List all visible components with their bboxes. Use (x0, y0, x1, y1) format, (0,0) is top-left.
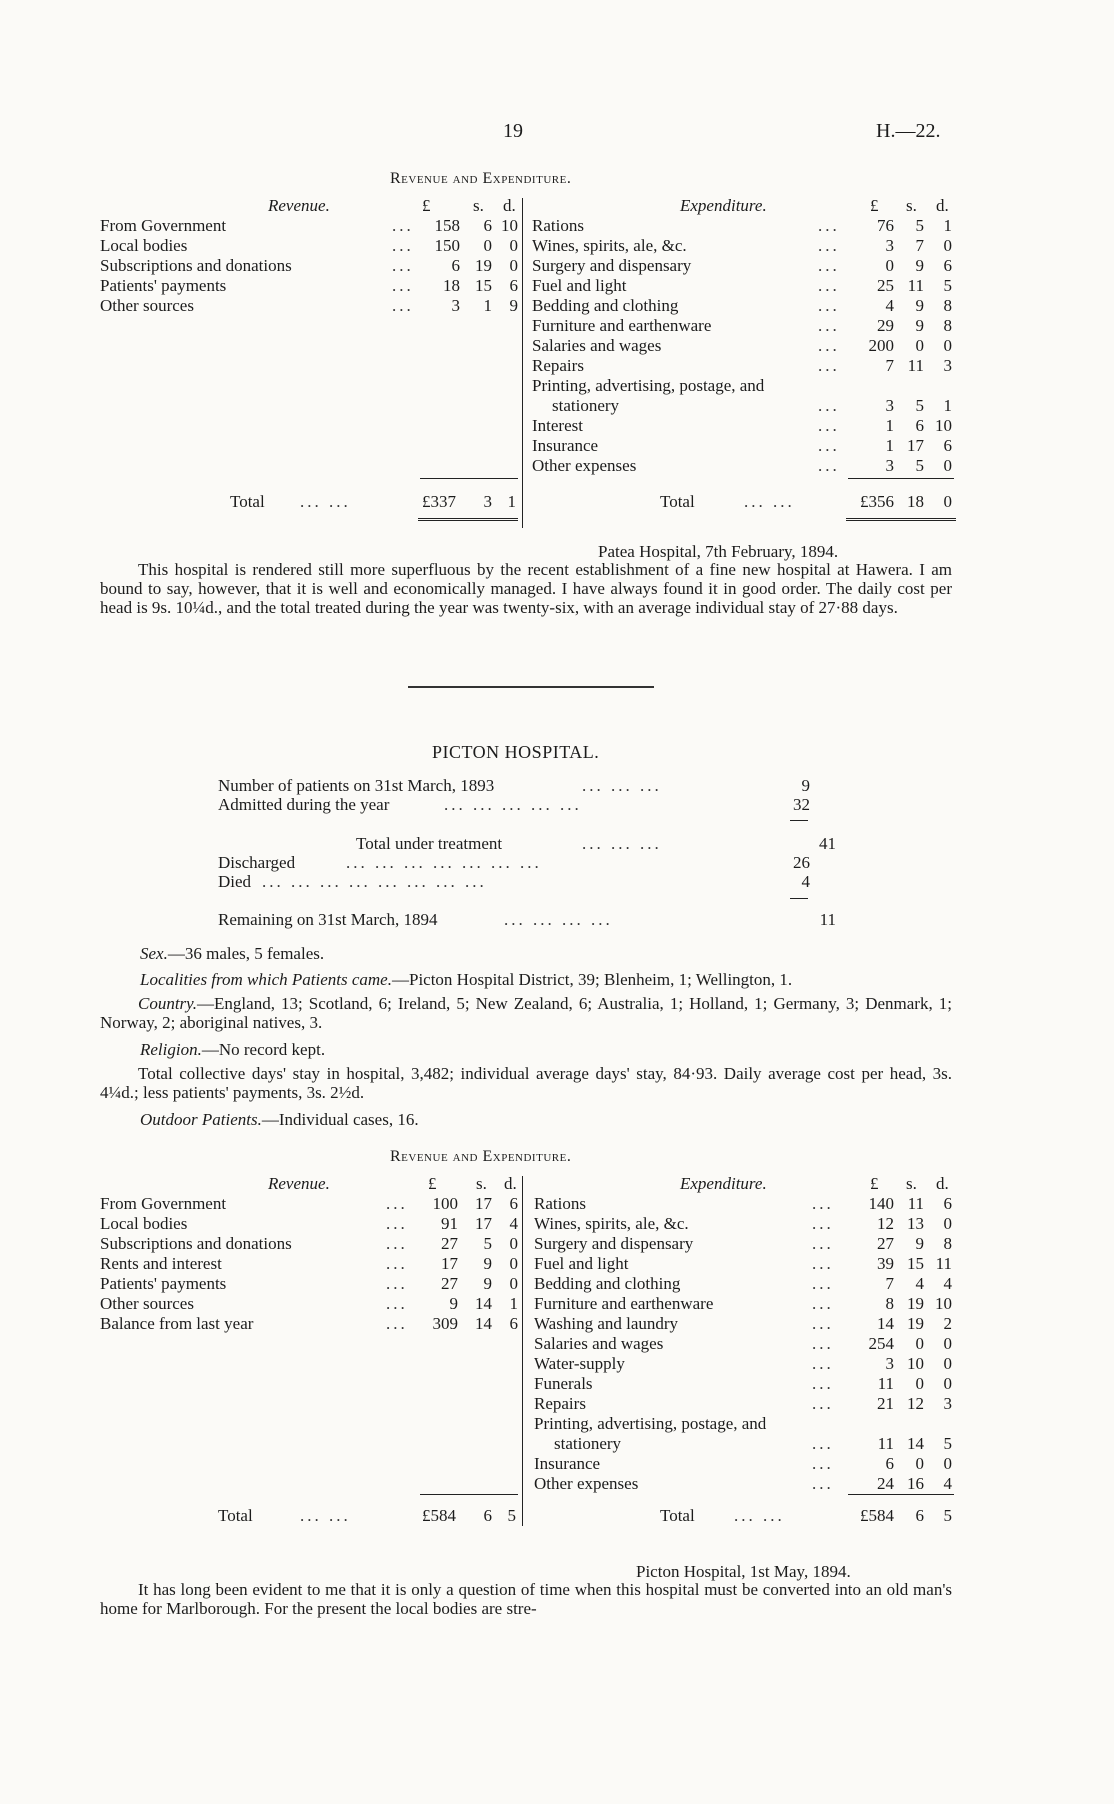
picton-expenditure-row-label: Wines, spirits, ale, &c. (534, 1214, 689, 1233)
dots: ... (386, 1274, 408, 1293)
picton-expenditure-total-dots: ... ... (734, 1506, 785, 1525)
picton-revenue-row-shillings: 9 (483, 1274, 492, 1293)
picton-revenue-row-pence: 0 (509, 1234, 518, 1253)
patea-report-text: This hospital is rendered still more superfluous by the recent establishment of a fine new hospital at Hawera. I am bound to say, however, that it is well and economically managed. I have always found it in good order. The daily cost per head is 9s. 10¼d., and the total treated during the year was twenty-six, with an average individual stay of 27·88 days. (100, 560, 952, 617)
picton-expenditure-row-pence: 8 (943, 1234, 952, 1253)
picton-revenue-row-shillings: 5 (483, 1234, 492, 1253)
picton-remaining-label: Remaining on 31st March, 1894 (218, 910, 438, 929)
patea-expenditure-row-pounds: 25 (877, 276, 894, 295)
picton-signoff: Picton Hospital, 1st May, 1894. (636, 1562, 851, 1581)
picton-revenue-row-label: Subscriptions and donations (100, 1234, 292, 1253)
patea-expenditure-row-label: Interest (532, 416, 583, 435)
patea-expenditure-row-shillings: 7 (915, 236, 924, 255)
patea-expenditure-row-shillings: 6 (915, 416, 924, 435)
picton-expenditure-row-pounds: 254 (868, 1334, 894, 1353)
patea-exp-pound-header: £ (870, 196, 879, 215)
dots: ... (818, 316, 840, 335)
dots: ... (818, 436, 840, 455)
picton-country (100, 994, 952, 1032)
section-separator (408, 686, 654, 688)
picton-religion-label: Religion. (140, 1040, 202, 1059)
dots: ... (386, 1314, 408, 1333)
patea-expenditure-row-label: Furniture and earthenware (532, 316, 712, 335)
picton-report (100, 1580, 952, 1618)
picton-remaining-value: 11 (819, 910, 836, 929)
patea-rev-pound-header: £ (422, 196, 431, 215)
picton-expenditure-row-label: Furniture and earthenware (534, 1294, 714, 1313)
picton-revenue-row-pounds: 91 (441, 1214, 458, 1233)
picton-stat-value-0: 9 (801, 776, 810, 795)
picton-sex-label: Sex. (140, 944, 168, 963)
picton-expenditure-row-label: Salaries and wages (534, 1334, 664, 1353)
dots: ... (392, 216, 414, 235)
patea-expenditure-row-pence: 10 (935, 416, 952, 435)
picton-revenue-row-pence: 6 (509, 1194, 518, 1213)
patea-revenue-row-pounds: 18 (443, 276, 460, 295)
picton-expenditure-row-shillings: 9 (915, 1234, 924, 1253)
patea-expenditure-row-shillings: 11 (907, 276, 924, 295)
patea-expenditure-row-label: Repairs (532, 356, 584, 375)
picton-expenditure-total-pounds: £584 (860, 1506, 894, 1525)
picton-revenue-row-label: Other sources (100, 1294, 194, 1313)
patea-expenditure-row-pounds: 3 (885, 456, 894, 475)
patea-revenue-row-label: Patients' payments (100, 276, 227, 295)
dots: ... ... ... ... ... ... ... ... (262, 872, 487, 891)
dots: ... (812, 1374, 834, 1393)
picton-expenditure-row-shillings: 11 (907, 1194, 924, 1213)
picton-revenue-row-label: Local bodies (100, 1214, 188, 1233)
patea-revenue-row-label: Other sources (100, 296, 194, 315)
patea-expenditure-row-pence: 1 (943, 216, 952, 235)
patea-revenue-row-pounds: 150 (434, 236, 460, 255)
patea-rev-pence-header: d. (503, 196, 516, 215)
patea-expenditure-row-pounds: 1 (885, 436, 894, 455)
picton-expenditure-row-label: Bedding and clothing (534, 1274, 681, 1293)
patea-expenditure-total-pence: 0 (943, 492, 952, 511)
picton-exp-pound-header: £ (870, 1174, 879, 1193)
picton-expenditure-row-pounds: 12 (877, 1214, 894, 1233)
picton-column-divider (522, 1176, 523, 1526)
picton-outdoor-label: Outdoor Patients. (140, 1110, 262, 1129)
patea-expenditure-row-label: Surgery and dispensary (532, 256, 692, 275)
picton-report-text: It has long been evident to me that it is only a question of time when this hospital must be converted into an old man's home for Marlborough. For the present the local bodies are stre- (100, 1580, 952, 1618)
picton-country-text: —England, 13; Scotland, 6; Ireland, 5; New Zealand, 6; Australia, 1; Holland, 1; Germany, 3; Denmark, 1; Norway, 2; aboriginal natives, 3. (100, 994, 952, 1032)
patea-revenue-total-shillings: 3 (483, 492, 492, 511)
picton-expenditure-row-shillings: 12 (907, 1394, 924, 1413)
dots: ... (818, 276, 840, 295)
picton-expenditure-row-pounds: 8 (885, 1294, 894, 1313)
patea-expenditure-row-pounds: 3 (885, 236, 894, 255)
patea-revenue-row-shillings: 15 (475, 276, 492, 295)
dots: ... (386, 1194, 408, 1213)
picton-discharged-value: 26 (793, 853, 810, 872)
patea-revenue-row-label: From Government (100, 216, 227, 235)
patea-revenue-row-shillings: 19 (475, 256, 492, 275)
patea-revenue-row-label: Subscriptions and donations (100, 256, 292, 275)
patea-expenditure-row-pence: 0 (943, 236, 952, 255)
dots: ... (386, 1254, 408, 1273)
dots: ... ... ... ... (504, 910, 613, 929)
dots: ... (818, 416, 840, 435)
picton-expenditure-row-pence: 6 (943, 1194, 952, 1213)
patea-revenue-row-pence: 10 (501, 216, 518, 235)
picton-expenditure-row-pence: 4 (943, 1274, 952, 1293)
patea-revenue-row-pence: 0 (509, 236, 518, 255)
picton-expenditure-row-pence: 5 (943, 1434, 952, 1453)
picton-revenue-row-pence: 0 (509, 1274, 518, 1293)
picton-country-label: Country. (138, 994, 198, 1013)
picton-rev-pence-header: d. (504, 1174, 517, 1193)
picton-exp-rule (848, 1494, 954, 1495)
patea-expenditure-row-shillings: 5 (915, 396, 924, 415)
picton-expenditure-row-pence: 3 (943, 1394, 952, 1413)
patea-exp-total-rule (846, 518, 956, 521)
picton-expenditure-row-shillings: 13 (907, 1214, 924, 1233)
picton-sex-text: —36 males, 5 females. (167, 944, 325, 963)
picton-expenditure-row-label: Washing and laundry (534, 1314, 679, 1333)
dots: ... (818, 456, 840, 475)
page-number: 19 (503, 120, 523, 142)
picton-expenditure-row-shillings: 15 (907, 1254, 924, 1273)
picton-expenditure-row-shillings: 19 (907, 1314, 924, 1333)
patea-revenue-total-dots: ... ... (300, 492, 351, 511)
picton-outdoor-line (140, 1110, 419, 1130)
patea-report (100, 560, 952, 617)
picton-expenditure-row-pounds: 14 (877, 1314, 894, 1333)
picton-stat-value-1: 32 (793, 795, 810, 814)
rule (790, 820, 808, 821)
rule (790, 898, 808, 899)
picton-rev-rule (420, 1494, 518, 1495)
dots: ... (812, 1394, 834, 1413)
picton-revenue-total-shillings: 6 (483, 1506, 492, 1525)
picton-outdoor-text: —Individual cases, 16. (261, 1110, 419, 1129)
picton-expenditure-row-shillings: 10 (907, 1354, 924, 1373)
patea-revenue-row-pence: 9 (509, 296, 518, 315)
dots: ... (392, 296, 414, 315)
picton-expenditure-row-shillings: 0 (915, 1334, 924, 1353)
patea-expenditure-row-pounds: 200 (868, 336, 894, 355)
picton-expenditure-row-pence: 0 (943, 1354, 952, 1373)
picton-expenditure-row-label: stationery (554, 1434, 622, 1453)
patea-expenditure-row-shillings: 0 (915, 336, 924, 355)
patea-expenditure-heading: Expenditure. (680, 196, 767, 215)
dots: ... (818, 296, 840, 315)
picton-expenditure-row-pence: 2 (943, 1314, 952, 1333)
patea-expenditure-row-pounds: 7 (885, 356, 894, 375)
picton-collective-text: Total collective days' stay in hospital, 3,482; individual average days' stay, 84·93. Daily average cost per head, 3s. 4¼d.; less patients' payments, 3s. 2½d. (100, 1064, 952, 1102)
dots: ... (386, 1294, 408, 1313)
picton-expenditure-row-shillings: 0 (915, 1454, 924, 1473)
picton-title: PICTON HOSPITAL. (432, 742, 600, 762)
picton-revenue-row-pence: 0 (509, 1254, 518, 1273)
picton-expenditure-row-pounds: 39 (877, 1254, 894, 1273)
picton-revenue-row-pounds: 9 (449, 1294, 458, 1313)
picton-revenue-row-shillings: 17 (475, 1214, 492, 1233)
patea-expenditure-total-shillings: 18 (907, 492, 924, 511)
picton-expenditure-row-label: Fuel and light (534, 1254, 629, 1273)
picton-expenditure-row-label: Rations (534, 1194, 586, 1213)
picton-expenditure-row-pence: 0 (943, 1374, 952, 1393)
patea-revenue-total-label: Total (230, 492, 265, 511)
picton-expenditure-row-label: Other expenses (534, 1474, 639, 1493)
patea-expenditure-row-pounds: 1 (885, 416, 894, 435)
picton-expenditure-row-pounds: 6 (885, 1454, 894, 1473)
patea-expenditure-row-label: Other expenses (532, 456, 637, 475)
patea-revenue-row-pence: 6 (509, 276, 518, 295)
picton-exp-shilling-header: s. (906, 1174, 917, 1193)
patea-expenditure-row-pounds: 3 (885, 396, 894, 415)
picton-localities-text: —Picton Hospital District, 39; Blenheim, 1; Wellington, 1. (391, 970, 793, 989)
picton-section-title: Revenue and Expenditure. (390, 1148, 572, 1165)
picton-revenue-row-pounds: 17 (441, 1254, 458, 1273)
patea-expenditure-total-pounds: £356 (860, 492, 894, 511)
picton-sex-line (140, 944, 324, 964)
patea-revenue-row-shillings: 6 (483, 216, 492, 235)
dots: ... (392, 276, 414, 295)
patea-rev-total-rule (418, 518, 518, 521)
dots: ... (818, 236, 840, 255)
picton-expenditure-heading: Expenditure. (680, 1174, 767, 1193)
picton-revenue-row-pence: 4 (509, 1214, 518, 1233)
picton-revenue-row-pounds: 27 (441, 1274, 458, 1293)
patea-expenditure-row-label: stationery (552, 396, 620, 415)
picton-stat-label-1: Admitted during the year (218, 795, 390, 814)
dots: ... (812, 1194, 834, 1213)
picton-expenditure-total-label: Total (660, 1506, 695, 1525)
picton-revenue-row-shillings: 14 (475, 1314, 492, 1333)
patea-revenue-row-shillings: 0 (483, 236, 492, 255)
picton-religion-line (140, 1040, 325, 1060)
picton-expenditure-row-pounds: 24 (877, 1474, 894, 1493)
picton-expenditure-row-label: Repairs (534, 1394, 586, 1413)
picton-revenue-row-label: From Government (100, 1194, 227, 1213)
dots: ... ... ... ... ... ... ... (346, 853, 542, 872)
dots: ... (818, 396, 840, 415)
patea-expenditure-row-pounds: 0 (885, 256, 894, 275)
patea-expenditure-row-label: Fuel and light (532, 276, 627, 295)
picton-expenditure-row-pence: 4 (943, 1474, 952, 1493)
picton-localities-label: Localities from which Patients came. (140, 970, 392, 989)
patea-expenditure-row-pence: 1 (943, 396, 952, 415)
picton-revenue-row-label: Patients' payments (100, 1274, 227, 1293)
picton-expenditure-row-label: Water-supply (534, 1354, 625, 1373)
picton-rev-shilling-header: s. (476, 1174, 487, 1193)
picton-expenditure-row-label: Funerals (534, 1374, 593, 1393)
picton-expenditure-row-shillings: 19 (907, 1294, 924, 1313)
picton-expenditure-row-shillings: 14 (907, 1434, 924, 1453)
picton-expenditure-row-pounds: 27 (877, 1234, 894, 1253)
patea-expenditure-row-label: Salaries and wages (532, 336, 662, 355)
patea-expenditure-row-label: Bedding and clothing (532, 296, 679, 315)
picton-revenue-heading: Revenue. (268, 1174, 330, 1193)
picton-total-treatment-label: Total under treatment (356, 834, 503, 853)
picton-localities-line (140, 970, 792, 990)
patea-revenue-row-pounds: 158 (434, 216, 460, 235)
picton-revenue-row-pence: 1 (509, 1294, 518, 1313)
picton-revenue-row-pounds: 100 (432, 1194, 458, 1213)
patea-expenditure-row-pounds: 29 (877, 316, 894, 335)
patea-expenditure-row-pounds: 76 (877, 216, 894, 235)
patea-expenditure-row-label: Printing, advertising, postage, and (532, 376, 765, 395)
picton-expenditure-row-label: Printing, advertising, postage, and (534, 1414, 767, 1433)
picton-revenue-row-shillings: 9 (483, 1254, 492, 1273)
picton-expenditure-row-pence: 0 (943, 1454, 952, 1473)
picton-expenditure-total-pence: 5 (943, 1506, 952, 1525)
picton-expenditure-row-pounds: 11 (877, 1374, 894, 1393)
dots: ... (392, 256, 414, 275)
patea-revenue-row-pounds: 6 (451, 256, 460, 275)
picton-expenditure-row-pounds: 21 (877, 1394, 894, 1413)
dots: ... (386, 1234, 408, 1253)
patea-expenditure-row-shillings: 11 (907, 356, 924, 375)
dots: ... (812, 1314, 834, 1333)
picton-expenditure-row-label: Insurance (534, 1454, 601, 1473)
picton-expenditure-row-pounds: 3 (885, 1354, 894, 1373)
patea-rev-rule (420, 478, 518, 479)
patea-expenditure-row-label: Rations (532, 216, 584, 235)
patea-exp-pence-header: d. (936, 196, 949, 215)
patea-expenditure-row-label: Insurance (532, 436, 599, 455)
picton-expenditure-row-pence: 11 (935, 1254, 952, 1273)
patea-expenditure-row-pence: 6 (943, 256, 952, 275)
dots: ... (812, 1334, 834, 1353)
patea-expenditure-row-shillings: 9 (915, 296, 924, 315)
patea-expenditure-row-label: Wines, spirits, ale, &c. (532, 236, 687, 255)
patea-revenue-heading: Revenue. (268, 196, 330, 215)
picton-stat-label-0: Number of patients on 31st March, 1893 (218, 776, 495, 795)
picton-revenue-row-label: Rents and interest (100, 1254, 222, 1273)
picton-expenditure-row-shillings: 16 (907, 1474, 924, 1493)
patea-revenue-total-pounds: £337 (422, 492, 456, 511)
patea-expenditure-row-shillings: 9 (915, 316, 924, 335)
patea-expenditure-row-pounds: 4 (885, 296, 894, 315)
patea-revenue-row-pence: 0 (509, 256, 518, 275)
patea-expenditure-row-pence: 6 (943, 436, 952, 455)
patea-expenditure-row-shillings: 9 (915, 256, 924, 275)
dots: ... (818, 256, 840, 275)
patea-exp-rule (848, 478, 954, 479)
patea-expenditure-row-shillings: 5 (915, 456, 924, 475)
dots: ... (812, 1454, 834, 1473)
picton-died-value: 4 (801, 872, 810, 891)
patea-exp-shilling-header: s. (906, 196, 917, 215)
patea-expenditure-row-pence: 3 (943, 356, 952, 375)
patea-expenditure-total-label: Total (660, 492, 695, 511)
patea-column-divider (522, 198, 523, 528)
dots: ... (818, 336, 840, 355)
patea-expenditure-row-pence: 0 (943, 336, 952, 355)
dots: ... (812, 1254, 834, 1273)
dots: ... (812, 1354, 834, 1373)
picton-expenditure-row-pounds: 140 (868, 1194, 894, 1213)
picton-expenditure-row-pounds: 11 (877, 1434, 894, 1453)
patea-section-title: Revenue and Expenditure. (390, 170, 572, 187)
patea-revenue-total-pence: 1 (507, 492, 516, 511)
picton-revenue-total-label: Total (218, 1506, 253, 1525)
patea-revenue-row-pounds: 3 (451, 296, 460, 315)
dots: ... (812, 1234, 834, 1253)
picton-collective (100, 1064, 952, 1102)
picton-revenue-row-label: Balance from last year (100, 1314, 254, 1333)
picton-revenue-total-dots: ... ... (300, 1506, 351, 1525)
picton-died-label: Died (218, 872, 252, 891)
patea-signoff: Patea Hospital, 7th February, 1894. (598, 542, 839, 561)
patea-expenditure-row-shillings: 17 (907, 436, 924, 455)
document-code: H.—22. (876, 120, 941, 142)
patea-expenditure-row-pence: 8 (943, 296, 952, 315)
patea-rev-shilling-header: s. (473, 196, 484, 215)
patea-expenditure-row-pence: 0 (943, 456, 952, 475)
picton-revenue-row-pounds: 309 (432, 1314, 458, 1333)
patea-expenditure-row-pence: 5 (943, 276, 952, 295)
dots: ... (818, 356, 840, 375)
patea-revenue-row-shillings: 1 (483, 296, 492, 315)
dots: ... ... ... (582, 834, 662, 853)
picton-revenue-row-shillings: 14 (475, 1294, 492, 1313)
dots: ... (392, 236, 414, 255)
picton-revenue-total-pounds: £584 (422, 1506, 456, 1525)
dots: ... (812, 1474, 834, 1493)
picton-expenditure-row-shillings: 0 (915, 1374, 924, 1393)
patea-expenditure-total-dots: ... ... (744, 492, 795, 511)
dots: ... (812, 1434, 834, 1453)
dots: ... (812, 1214, 834, 1233)
picton-exp-pence-header: d. (936, 1174, 949, 1193)
picton-expenditure-row-pounds: 7 (885, 1274, 894, 1293)
patea-expenditure-row-shillings: 5 (915, 216, 924, 235)
dots: ... (386, 1214, 408, 1233)
picton-expenditure-row-shillings: 4 (915, 1274, 924, 1293)
dots: ... ... ... (582, 776, 662, 795)
picton-rev-pound-header: £ (428, 1174, 437, 1193)
picton-religion-text: —No record kept. (201, 1040, 326, 1059)
picton-total-treatment-value: 41 (819, 834, 836, 853)
picton-expenditure-row-pence: 0 (943, 1214, 952, 1233)
picton-expenditure-row-label: Surgery and dispensary (534, 1234, 694, 1253)
picton-revenue-total-pence: 5 (507, 1506, 516, 1525)
picton-revenue-row-shillings: 17 (475, 1194, 492, 1213)
patea-revenue-row-label: Local bodies (100, 236, 188, 255)
dots: ... (818, 216, 840, 235)
picton-discharged-label: Discharged (218, 853, 296, 872)
picton-revenue-row-pounds: 27 (441, 1234, 458, 1253)
picton-expenditure-row-pence: 0 (943, 1334, 952, 1353)
patea-expenditure-row-pence: 8 (943, 316, 952, 335)
dots: ... ... ... ... ... (444, 795, 582, 814)
dots: ... (812, 1294, 834, 1313)
dots: ... (812, 1274, 834, 1293)
picton-expenditure-total-shillings: 6 (915, 1506, 924, 1525)
picton-revenue-row-pence: 6 (509, 1314, 518, 1333)
picton-expenditure-row-pence: 10 (935, 1294, 952, 1313)
